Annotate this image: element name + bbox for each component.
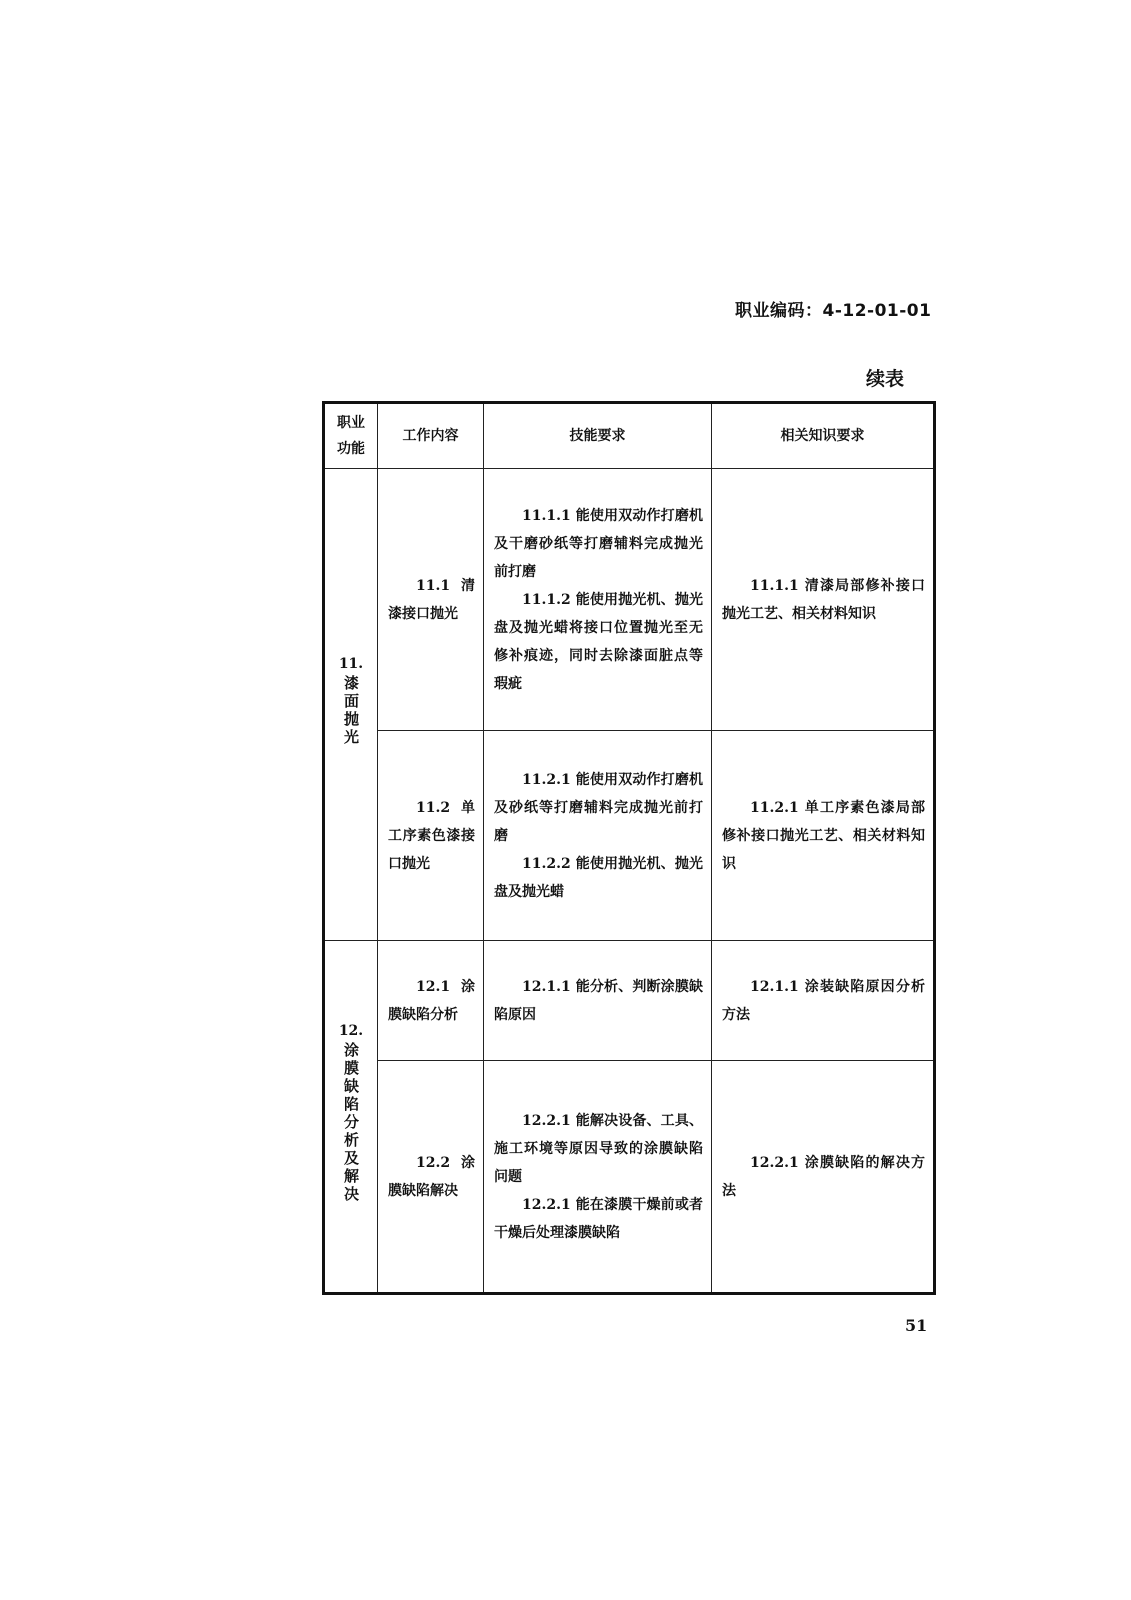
header-function-line1: 职业: [337, 415, 365, 431]
knowledge-text: 11.1.1 清漆局部修补接口抛光工艺、相关材料知识: [722, 577, 925, 622]
table-header-row: [324, 403, 935, 469]
function-number: 12.: [338, 1022, 364, 1039]
knowledge-text: 12.2.1 涂膜缺陷的解决方法: [722, 1154, 925, 1199]
work-content-cell: [378, 731, 484, 941]
header-work-content: 工作内容: [378, 403, 484, 469]
skill-requirements-cell: [484, 731, 712, 941]
knowledge-requirements-cell: [712, 731, 935, 941]
work-content-cell: [378, 469, 484, 731]
knowledge-text: 11.2.1 单工序素色漆局部修补接口抛光工艺、相关材料知识: [722, 799, 925, 872]
work-content-text: 11.1 清漆接口抛光: [388, 577, 475, 622]
skill-item: 12.2.1 能解决设备、工具、施工环境等原因导致的涂膜缺陷问题: [494, 1112, 703, 1185]
work-content-cell: [378, 1061, 484, 1294]
continued-table-label: 续表: [866, 368, 905, 390]
header-skill-requirements: 技能要求: [484, 403, 712, 469]
skill-requirements-cell: [484, 941, 712, 1061]
skill-item: 11.2.1 能使用双动作打磨机及砂纸等打磨辅料完成抛光前打磨: [494, 771, 703, 844]
header-function-line2: 功能: [337, 441, 365, 457]
table-row: [324, 941, 935, 1061]
skill-item: 12.1.1 能分析、判断涂膜缺陷原因: [494, 978, 703, 1023]
function-name: 涂膜缺陷分析及解决: [342, 1041, 360, 1204]
work-content-text: 12.1 涂膜缺陷分析: [388, 978, 475, 1023]
function-number: 11.: [338, 655, 364, 672]
work-content-text: 11.2 单工序素色漆接口抛光: [388, 799, 475, 872]
function-name: 漆面抛光: [342, 674, 360, 747]
skill-item: 11.1.1 能使用双动作打磨机及干磨砂纸等打磨辅料完成抛光前打磨: [494, 507, 703, 580]
table-row: [324, 1061, 935, 1294]
knowledge-requirements-cell: [712, 469, 935, 731]
skill-requirements-cell: [484, 469, 712, 731]
skill-item: 12.2.1 能在漆膜干燥前或者干燥后处理漆膜缺陷: [494, 1196, 703, 1241]
function-cell-12: [324, 941, 378, 1294]
knowledge-requirements-cell: [712, 941, 935, 1061]
header-function: [324, 403, 378, 469]
skill-item: 11.1.2 能使用抛光机、抛光盘及抛光蜡将接口位置抛光至无修补痕迹，同时去除漆面脏点等瑕疵: [494, 591, 703, 692]
skill-item: 11.2.2 能使用抛光机、抛光盘及抛光蜡: [494, 855, 703, 900]
knowledge-requirements-cell: [712, 1061, 935, 1294]
work-content-cell: [378, 941, 484, 1061]
knowledge-text: 12.1.1 涂装缺陷原因分析方法: [722, 978, 925, 1023]
table-row: [324, 469, 935, 731]
work-content-text: 12.2 涂膜缺陷解决: [388, 1154, 475, 1199]
occupation-code: 职业编码：4-12-01-01: [735, 301, 932, 321]
function-cell-11: [324, 469, 378, 941]
page-number: 51: [905, 1316, 928, 1335]
header-knowledge-requirements: 相关知识要求: [712, 403, 935, 469]
skill-standard-table: [322, 401, 936, 1295]
skill-requirements-cell: [484, 1061, 712, 1294]
table-row: [324, 731, 935, 941]
